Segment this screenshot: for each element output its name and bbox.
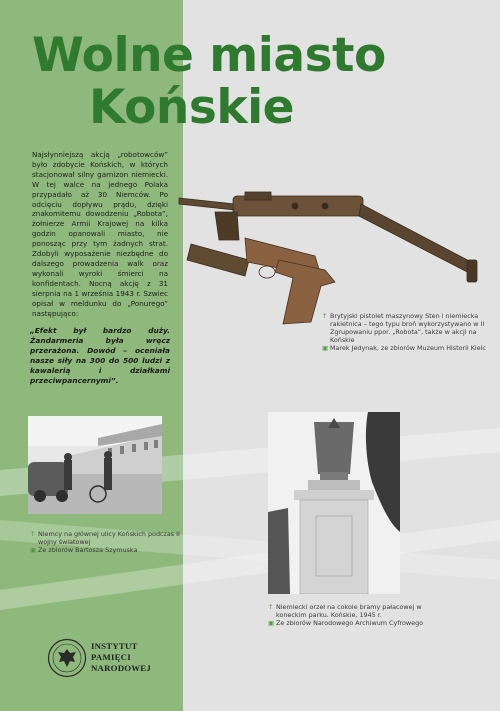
- eagle-caption-credit: Ze zbiorów Narodowego Archiwum Cyfrowego: [276, 619, 424, 627]
- gun-photo-caption: [322, 312, 492, 352]
- camera-icon: ▣: [322, 344, 329, 352]
- logo-line-3: NARODOWEJ: [91, 663, 151, 673]
- eagle-gate-photo: [268, 412, 400, 594]
- camera-icon: ▣: [268, 619, 275, 627]
- eagle-photo-caption: [268, 603, 448, 627]
- page-title: [32, 30, 472, 134]
- logo-line-1: INSTYTUT: [91, 641, 138, 651]
- title-line-1: Wolne miasto: [32, 28, 386, 83]
- gun-caption-description: Brytyjski pistolet maszynowy Sten i niemiecka rakietnica – tego typu broń wykorzystywano w II Zgrupowaniu ppor. „Robota”, także w akcji na Końskie: [330, 312, 485, 344]
- body-text: Najsłynniejszą akcją „robotowców” było zdobycie Końskich, w których stacjonował silny garnizon niemiecki. W tej walce na jednego Polaka przypadało aż 30 Niemców. Po odcięciu dopływu prądu, dzięki znakomitemu dowodzeniu „Robota”, żołnierze Armii Krajowej na kilka godzin opanowali miasto, nie ponosząc przy tym żadnych strat. Zdobyli wyposażenie niezbędne do dalszego prowadzenia walk oraz wykonali wyroki śmierci na konfidentach. Nocną akcję z 31 sierpnia na 1 września 1943 r. Szwiec opisał w meldunku do „Ponurego” następująco:: [32, 150, 168, 318]
- street-caption-credit: Ze zbiorów Bartosza Szymuska: [38, 546, 138, 554]
- logo-line-2: PAMIĘCI: [91, 652, 131, 662]
- eagle-caption-description: Niemiecki orzeł na cokole bramy pałacowej w koneckim parku. Końskie, 1945 r.: [276, 603, 422, 619]
- quote-text: „Efekt był bardzo duży. Żandarmeria była wręcz przerażona. Dowód – oceniała nasze siły na 300 do 500 ludzi z kawalerią i działkami przeciwpancernymi”.: [30, 326, 170, 385]
- arrow-up-icon: ↑: [30, 530, 36, 538]
- title-line-2: Końskie: [89, 80, 295, 135]
- arrow-up-icon: ↑: [268, 603, 274, 611]
- camera-icon: ▣: [30, 546, 37, 554]
- ipn-logo-text: [91, 641, 151, 674]
- sten-gun-and-flare-pistol-photo: [175, 190, 485, 325]
- street-photo: [28, 416, 162, 514]
- arrow-up-icon: ↑: [322, 312, 328, 320]
- street-caption-description: Niemcy na głównej ulicy Końskich podczas II wojny światowej: [38, 530, 180, 546]
- street-photo-caption: [30, 530, 190, 554]
- gun-caption-credit: Marek Jedynak, ze zbiorów Muzeum Historii Kielc: [330, 344, 486, 352]
- eagle-emblem-icon: [47, 638, 87, 678]
